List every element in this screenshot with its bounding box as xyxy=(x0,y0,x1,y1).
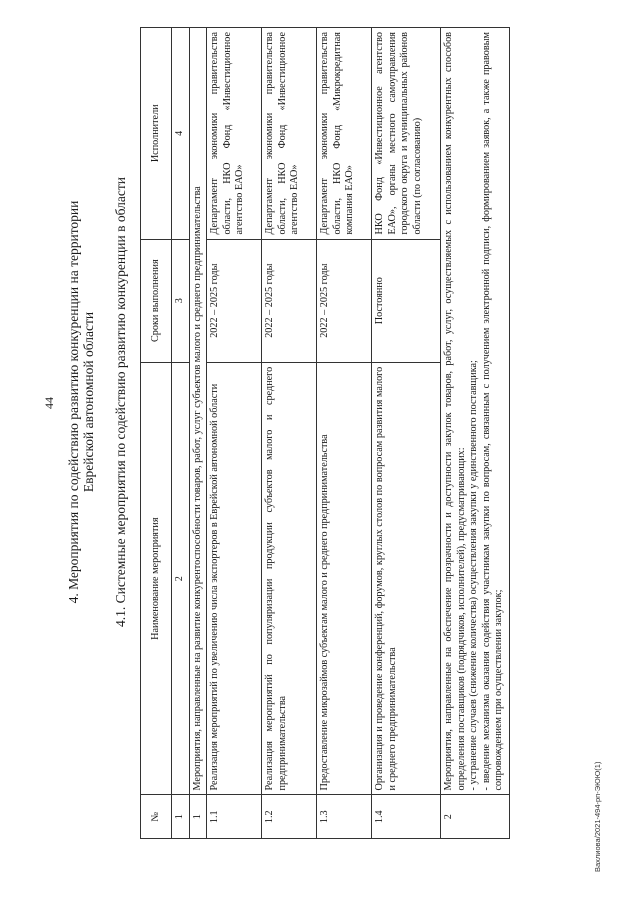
section-title-line2: Еврейской автономной области xyxy=(81,311,96,493)
row-section-line: - введение механизма оказания содействия участникам закупки по вопросам, связанным с получением электронной подписи, формированием заявок, а также правовым сопровождением при осуществлении закупок; xyxy=(480,32,504,791)
index-cell: 3 xyxy=(172,239,190,362)
document-watermark: Вахлиова/2021-494-рп-ЭЮЮ(1) xyxy=(593,761,602,872)
row-executors: НКО Фонд «Инвестиционное агентство ЕАО», органы местного самоуправления городского округа и муниципальных районов области (по согласованию) xyxy=(372,28,441,240)
table-row xyxy=(189,28,207,839)
row-number: 1.1 xyxy=(207,795,262,839)
row-measure-name: Реализация мероприятий по увеличению числа экспортеров в Еврейской автономной области xyxy=(207,362,262,795)
table-row xyxy=(262,28,317,839)
section-title-line1: 4. Мероприятия по содействию развитию конкуренции на территории xyxy=(66,200,81,604)
row-measure-name: Реализация мероприятий по популяризации продукции субъектов малого и среднего предпринимательства xyxy=(262,362,317,795)
row-section-line: Мероприятия, направленные на обеспечение прозрачности и доступности закупок товаров, работ, услуг, осуществляемых с использованием конкурентных способов определения поставщиков (подрядчиков, исполнителей), предусматривающих: xyxy=(443,32,467,791)
index-cell: 4 xyxy=(172,28,190,240)
row-number: 1.2 xyxy=(262,795,317,839)
measures-table xyxy=(140,27,510,839)
row-term: 2022 – 2025 годы xyxy=(207,239,262,362)
row-measure-name: Организация и проведение конференций, форумов, круглых столов по вопросам развития малого и среднего предпринимательства xyxy=(372,362,441,795)
page-number: 44 xyxy=(42,397,56,409)
index-cell: 1 xyxy=(172,795,190,839)
table-row xyxy=(441,28,510,839)
row-number: 1.3 xyxy=(317,795,372,839)
table-row xyxy=(372,28,441,839)
row-number: 1.4 xyxy=(372,795,441,839)
row-term: Постоянно xyxy=(372,239,441,362)
subsection-title: 4.1. Системные мероприятия по содействию развитию конкуренции в области xyxy=(113,177,128,627)
header-executors: Исполнители xyxy=(141,28,172,240)
row-measure-name: Предоставление микрозаймов субъектам малого и среднего предпринимательства xyxy=(317,362,372,795)
row-executors: Департамент экономики правительства области, НКО Фонд «Микрокредитная компания ЕАО» xyxy=(317,28,372,240)
table-row xyxy=(207,28,262,839)
table-row xyxy=(317,28,372,839)
index-cell: 2 xyxy=(172,362,190,795)
row-section-text: Мероприятия, направленные на развитие конкурентоспособности товаров, работ, услуг субъектов малого и среднего предпринимательства xyxy=(189,28,207,796)
table-header-row xyxy=(141,28,172,839)
header-term: Сроки выполнения xyxy=(141,239,172,362)
row-section-line: - устранение случаев (снижение количества) осуществления закупки у единственного поставщика; xyxy=(468,360,479,791)
row-term: 2022 – 2025 годы xyxy=(262,239,317,362)
row-number: 1 xyxy=(189,795,207,839)
row-term: 2022 – 2025 годы xyxy=(317,239,372,362)
table-index-row xyxy=(172,28,190,839)
document-page xyxy=(10,17,610,887)
row-number: 2 xyxy=(441,795,510,839)
header-name: Наименование мероприятия xyxy=(141,362,172,795)
section-title xyxy=(66,137,96,667)
row-executors: Департамент экономики правительства области, НКО Фонд «Инвестиционное агентство ЕАО» xyxy=(207,28,262,240)
header-num: № xyxy=(141,795,172,839)
row-executors: Департамент экономики правительства области, НКО Фонд «Инвестиционное агентство ЕАО» xyxy=(262,28,317,240)
row-section-text xyxy=(441,28,510,796)
